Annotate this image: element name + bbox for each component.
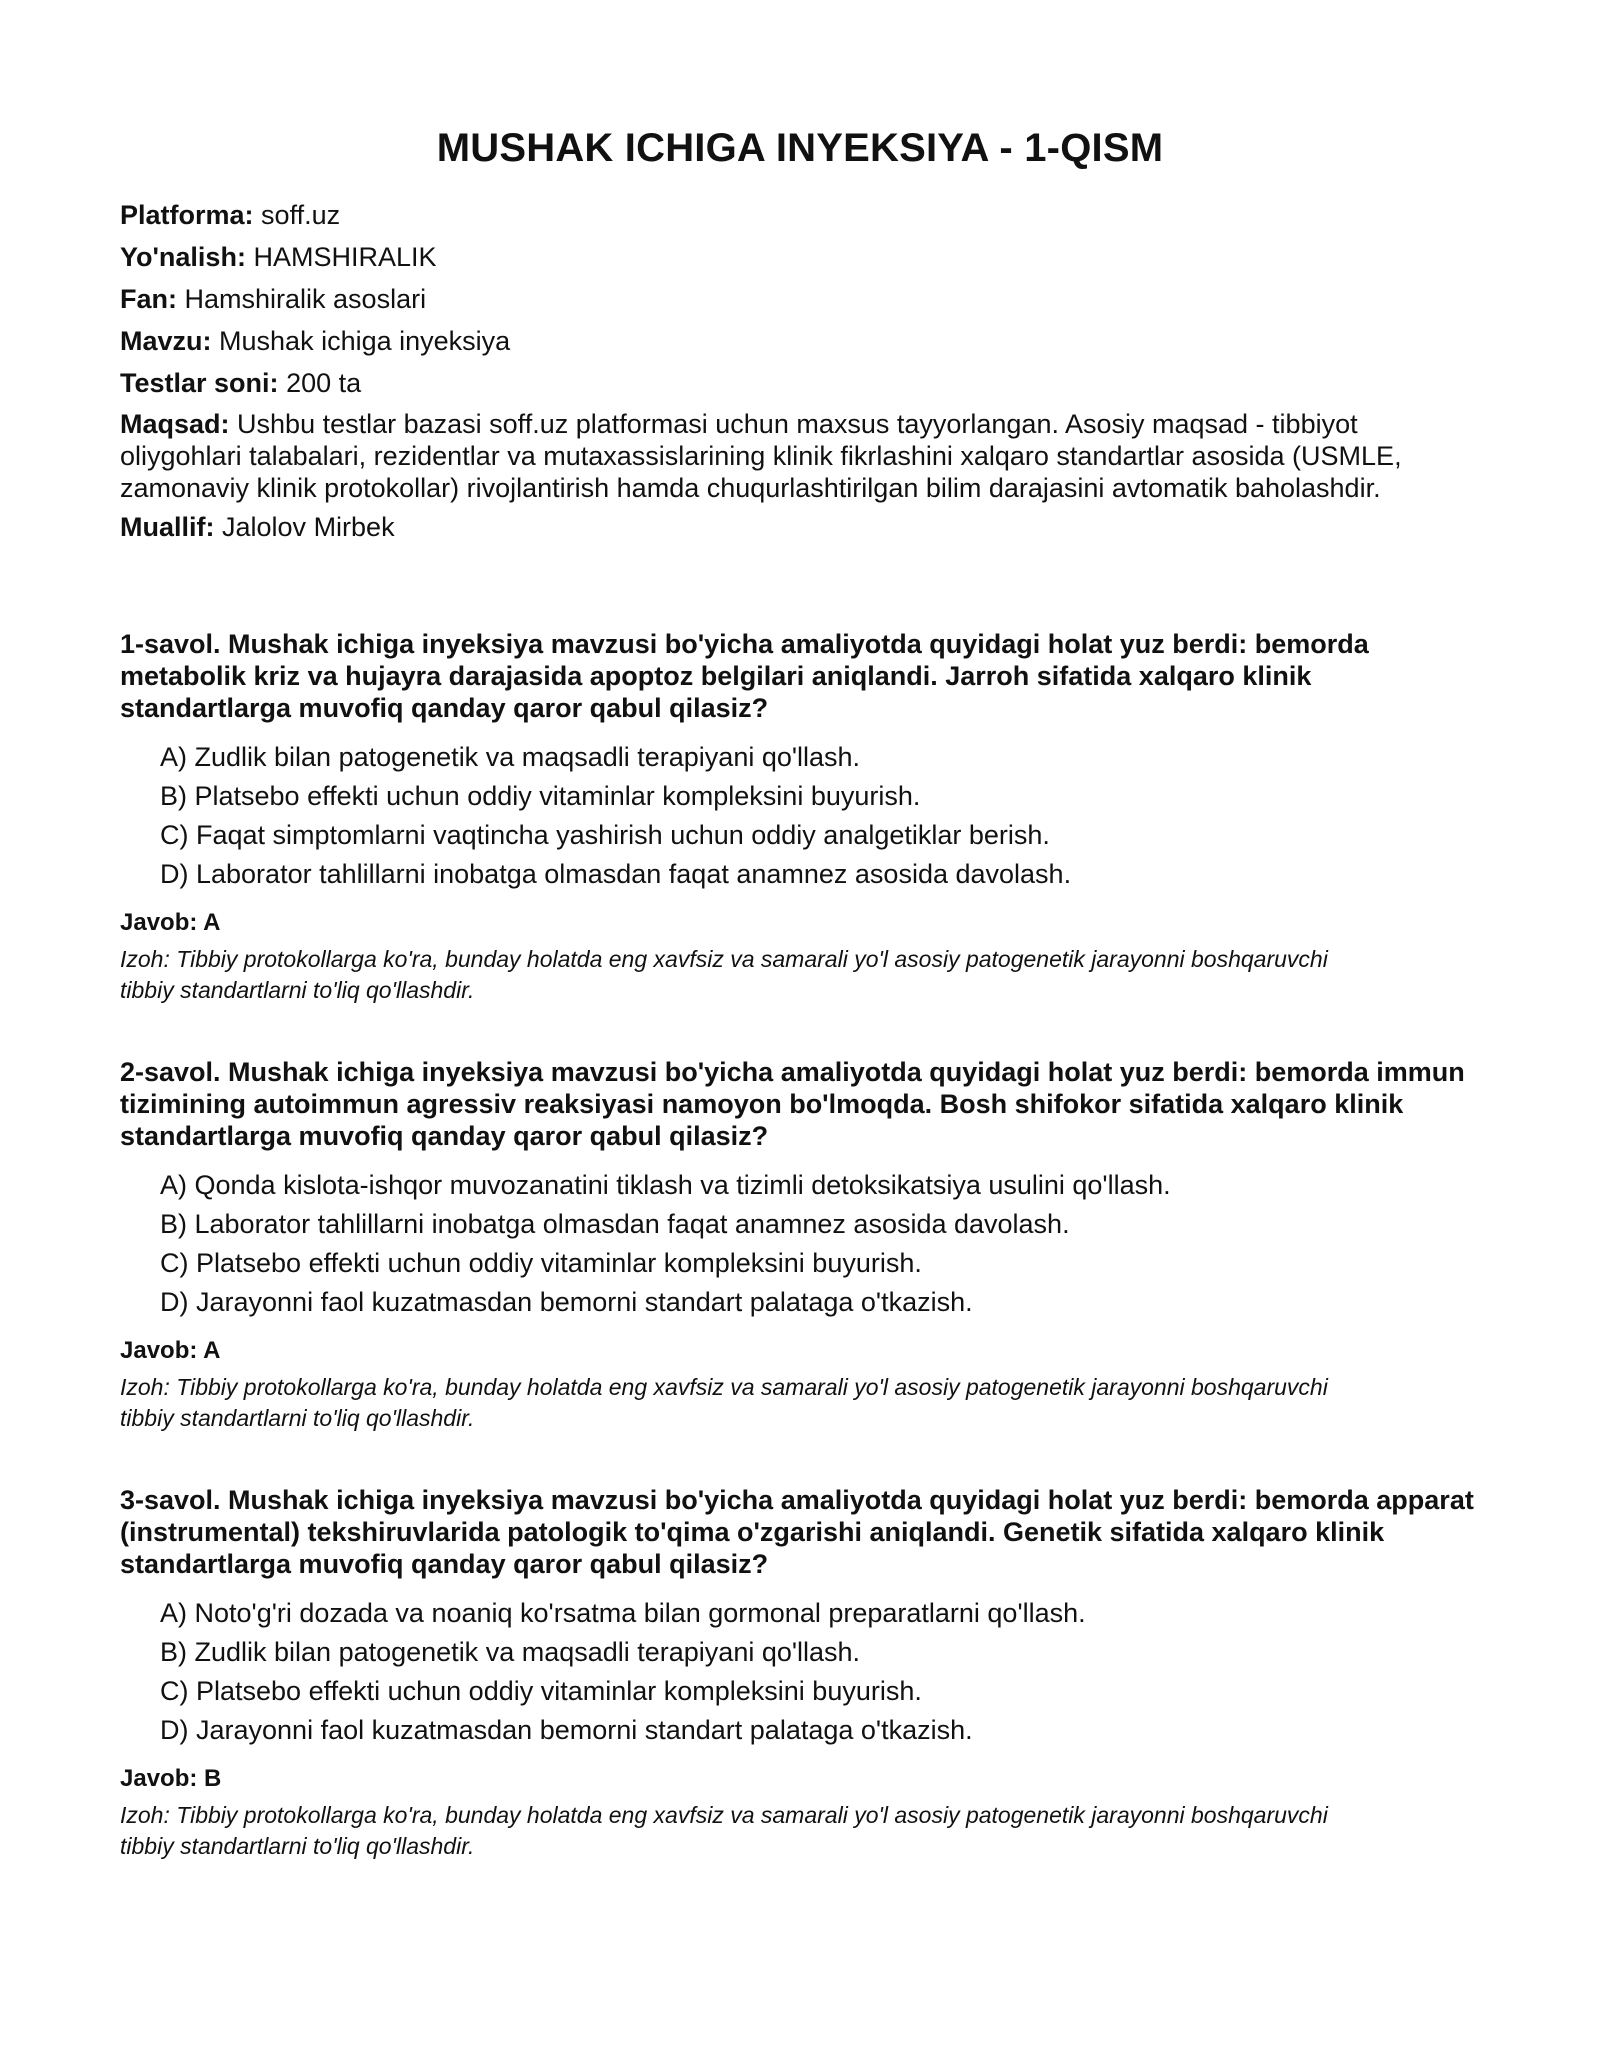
explanation-text: Izoh: Tibbiy protokollarga ko'ra, bunday holatda eng xavfsiz va samarali yo'l asosiy patogenetik jarayonni boshqaruvchi tibbiy standartlarni to'liq qo'llashdir. [120,946,1328,1003]
option-a: A) Zudlik bilan patogenetik va maqsadli terapiyani qo'llash. [160,742,861,772]
option-b: B) Laborator tahlillarni inobatga olmasdan faqat anamnez asosida davolash. [160,1209,1070,1239]
document-page [120,118,1480,1912]
meta-subject-label: Fan: [120,284,177,314]
answer-label: Javob: [120,1765,198,1792]
meta-test-count-value: 200 ta [286,368,362,398]
document-title: MUSHAK ICHIGA INYEKSIYA - 1-QISM [436,126,1164,170]
question-text: 1-savol. Mushak ichiga inyeksiya mavzusi bo'yicha amaliyotda quyidagi holat yuz berdi: bemorda metabolik kriz va hujayra darajasida apoptoz belgilari aniqlandi. Jarroh sifatida xalqaro klinik standartlarga muvofiq qanday qaror qabul qilasiz? [120,629,1369,723]
question-list [120,628,1480,1862]
meta-test-count [120,366,1480,400]
question-text: 2-savol. Mushak ichiga inyeksiya mavzusi bo'yicha amaliyotda quyidagi holat yuz berdi: bemorda immun tizimining autoimmun agressiv reaksiyasi namoyon bo'lmoqda. Bosh shifokor sifatida xalqaro klinik standartlarga muvofiq qanday qaror qabul qilasiz? [120,1057,1465,1151]
meta-goal [120,408,1480,504]
meta-author-label: Muallif: [120,512,215,542]
answer-value: A [203,909,221,936]
meta-direction-label: Yo'nalish: [120,242,246,272]
answer-value: B [204,1765,222,1792]
explanation-text: Izoh: Tibbiy protokollarga ko'ra, bunday holatda eng xavfsiz va samarali yo'l asosiy patogenetik jarayonni boshqaruvchi tibbiy standartlarni to'liq qo'llashdir. [120,1802,1328,1859]
meta-subject-value: Hamshiralik asoslari [184,284,427,314]
meta-goal-label: Maqsad: [120,409,230,439]
meta-test-count-label: Testlar soni: [120,368,279,398]
meta-platform-label: Platforma: [120,200,254,230]
option-c: C) Platsebo effekti uchun oddiy vitaminlar kompleksini buyurish. [160,1676,922,1706]
meta-author-value: Jalolov Mirbek [222,512,395,542]
option-list [120,1166,1480,1322]
option-d: D) Jarayonni faol kuzatmasdan bemorni standart palataga o'tkazish. [160,1287,973,1317]
question-item [120,628,1480,1006]
option-c: C) Faqat simptomlarni vaqtincha yashirish uchun oddiy analgetiklar berish. [160,820,1050,850]
option-list [120,738,1480,894]
option-c: C) Platsebo effekti uchun oddiy vitaminlar kompleksini buyurish. [160,1248,922,1278]
option-b: B) Zudlik bilan patogenetik va maqsadli terapiyani qo'llash. [160,1637,861,1667]
answer-label: Javob: [120,1337,198,1364]
answer-line [120,908,1480,938]
meta-goal-value: Ushbu testlar bazasi soff.uz platformasi uchun maxsus tayyorlangan. Asosiy maqsad - tibbiyot oliygohlari talabalari, rezidentlar va mutaxassislarining klinik fikrlashini xalqaro standartlar asosida (USMLE, zamonaviy klinik protokollar) rivojlantirish hamda chuqurlashtirilgan bilim darajasini avtomatik baholashdir. [120,409,1402,503]
meta-direction [120,240,1480,274]
answer-line [120,1764,1480,1794]
meta-topic-value: Mushak ichiga inyeksiya [219,326,511,356]
answer-line [120,1336,1480,1366]
question-item [120,1484,1480,1862]
explanation-text: Izoh: Tibbiy protokollarga ko'ra, bunday holatda eng xavfsiz va samarali yo'l asosiy patogenetik jarayonni boshqaruvchi tibbiy standartlarni to'liq qo'llashdir. [120,1374,1328,1431]
meta-direction-value: HAMSHIRALIK [253,242,437,272]
answer-value: A [203,1337,221,1364]
meta-platform-value: soff.uz [261,200,341,230]
meta-author [120,510,1480,544]
question-item [120,1056,1480,1434]
answer-label: Javob: [120,909,198,936]
option-list [120,1594,1480,1750]
meta-topic-label: Mavzu: [120,326,212,356]
question-text: 3-savol. Mushak ichiga inyeksiya mavzusi bo'yicha amaliyotda quyidagi holat yuz berdi: bemorda apparat (instrumental) tekshiruvlarida patologik to'qima o'zgarishi aniqlandi. Genetik sifatida xalqaro klinik standartlarga muvofiq qanday qaror qabul qilasiz? [120,1485,1474,1579]
meta-platform [120,198,1480,232]
meta-subject [120,282,1480,316]
option-a: A) Qonda kislota-ishqor muvozanatini tiklash va tizimli detoksikatsiya usulini qo'llash. [160,1170,1171,1200]
option-b: B) Platsebo effekti uchun oddiy vitaminlar kompleksini buyurish. [160,781,921,811]
option-d: D) Jarayonni faol kuzatmasdan bemorni standart palataga o'tkazish. [160,1715,973,1745]
document-meta [120,198,1480,544]
option-a: A) Noto'g'ri dozada va noaniq ko'rsatma bilan gormonal preparatlarni qo'llash. [160,1598,1086,1628]
meta-topic [120,324,1480,358]
option-d: D) Laborator tahlillarni inobatga olmasdan faqat anamnez asosida davolash. [160,859,1072,889]
